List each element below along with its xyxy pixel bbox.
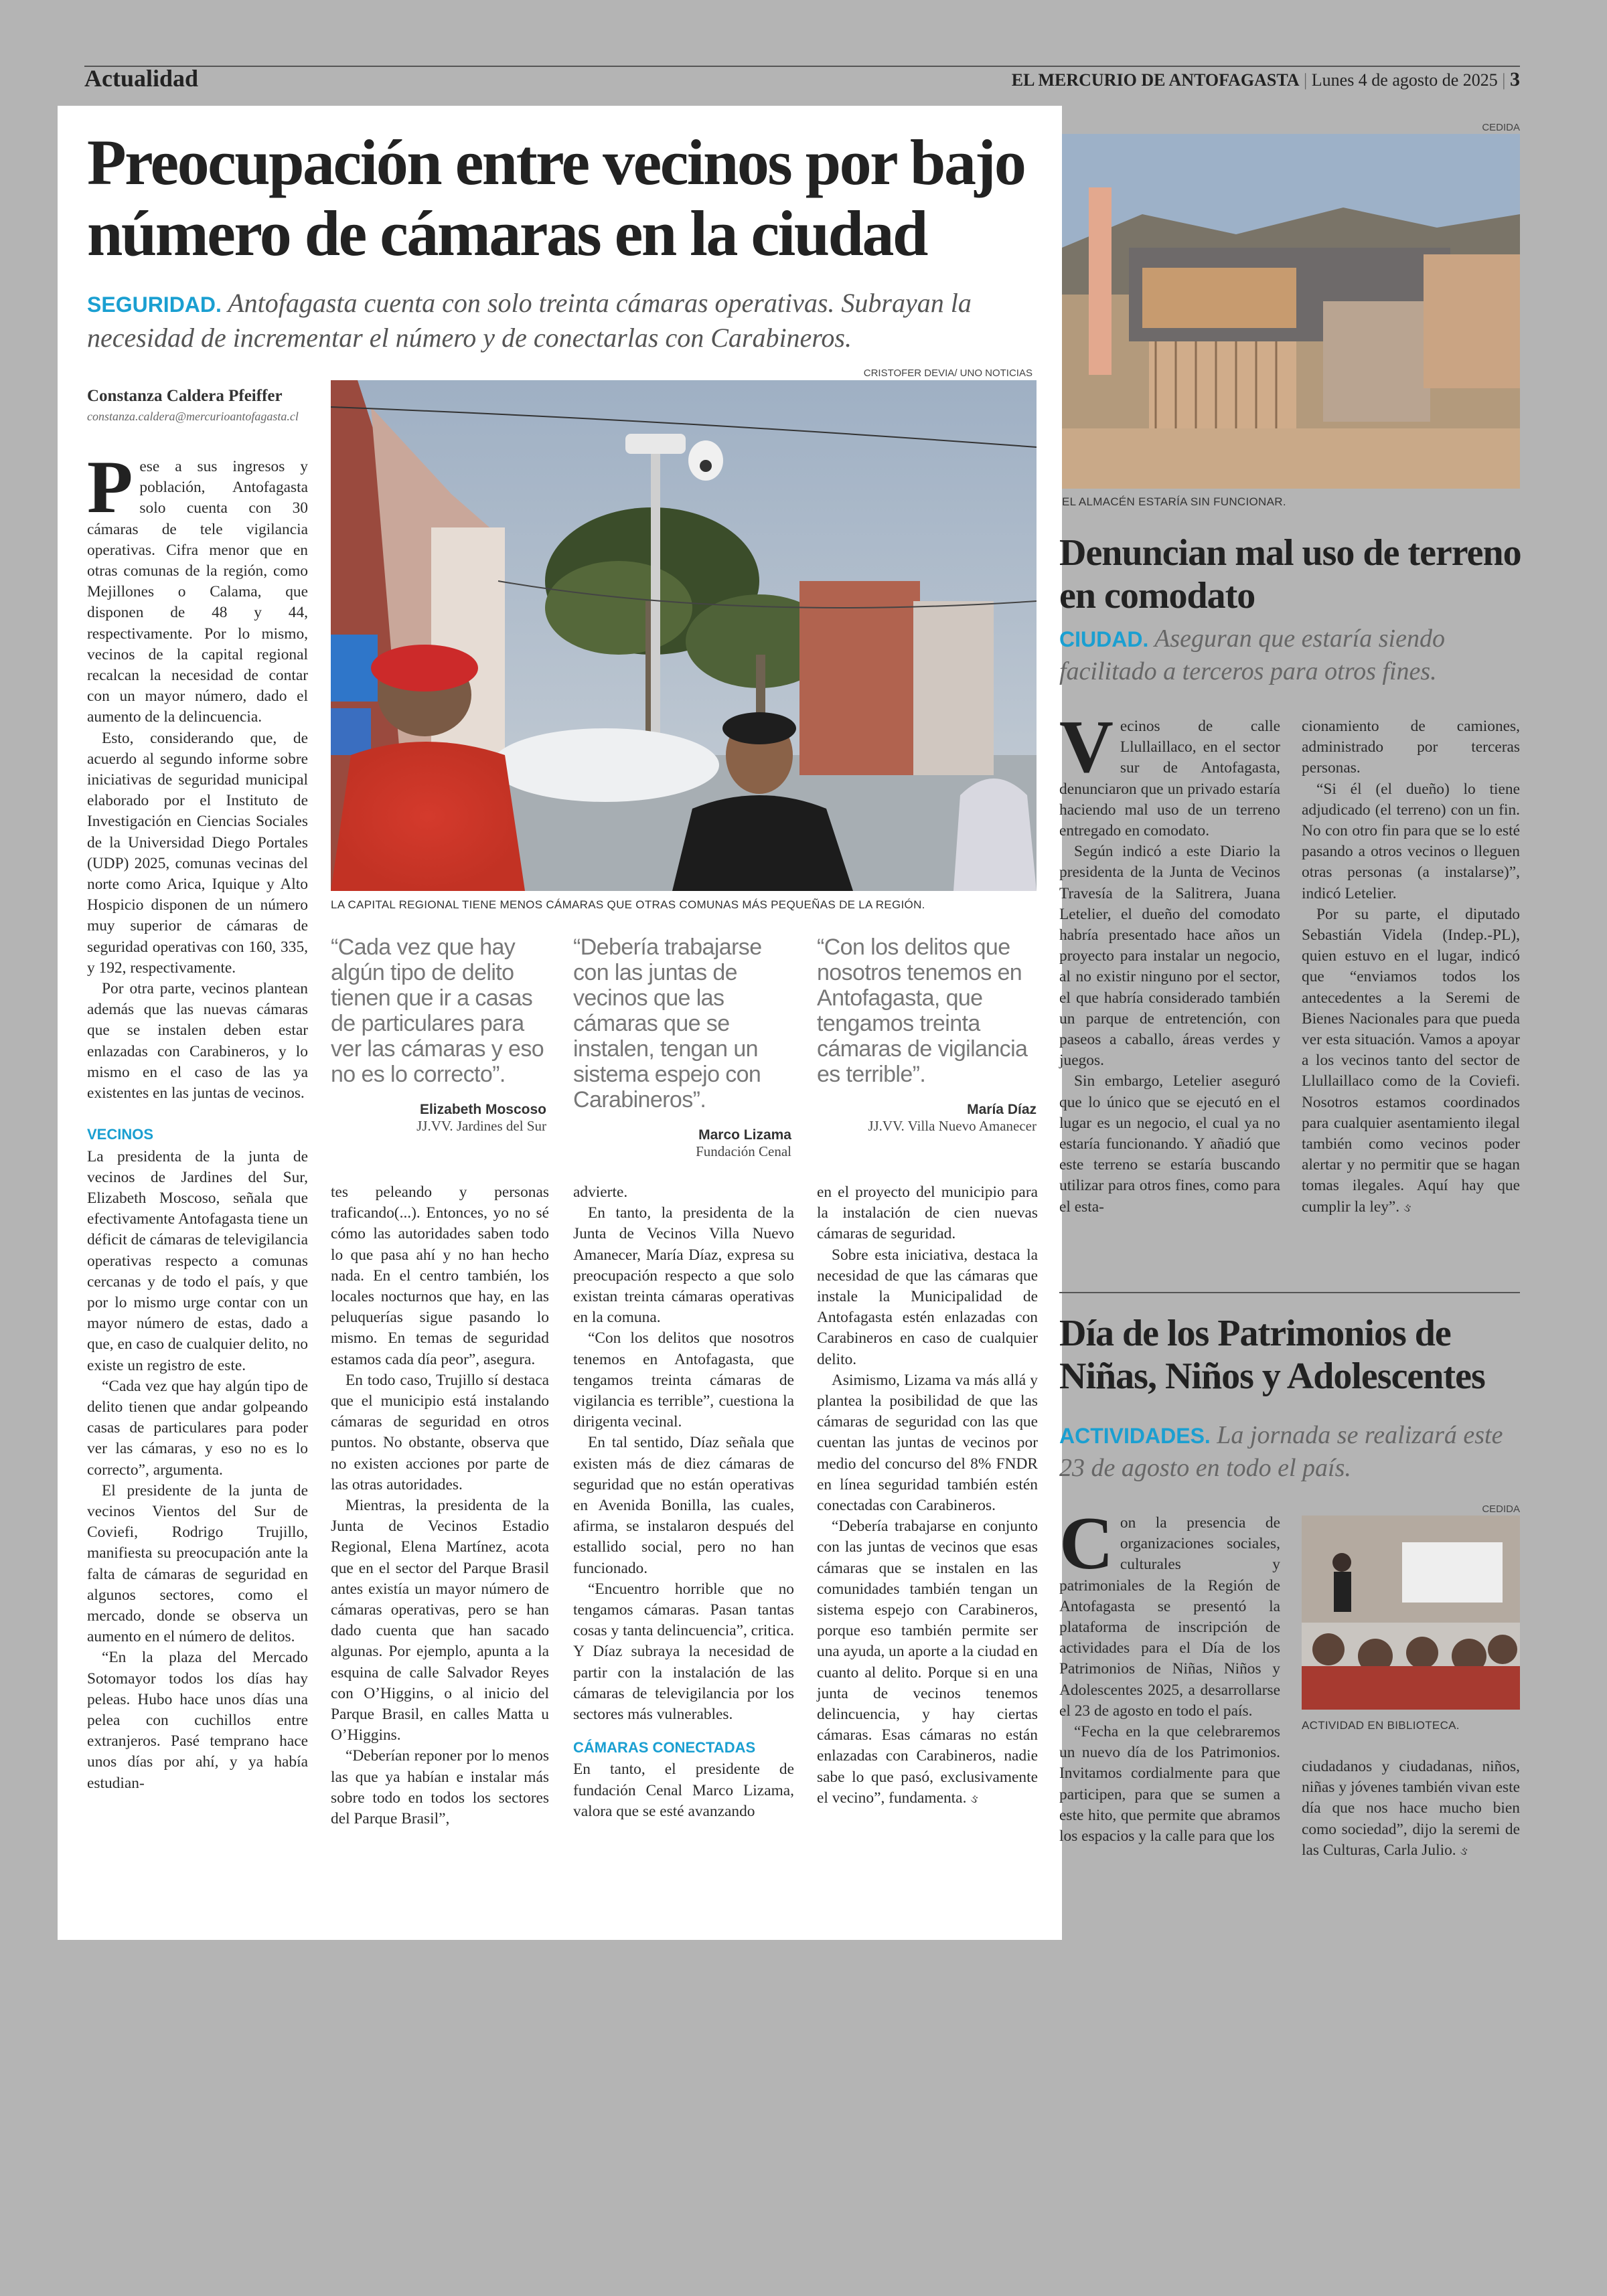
header-rule — [84, 66, 1520, 67]
paragraph: Sin embargo, Letelier aseguró que lo único que se ejecutó en el lugar es un negocio, el cual ya no estaría funcionando. Y añadió que este terreno se estaría buscando utilizar para otros fines, como para el esta- — [1059, 1072, 1280, 1216]
quote-org: Fundación Cenal — [696, 1143, 791, 1159]
end-of-article-icon: ઙ — [1403, 1200, 1411, 1215]
quote-name: María Díaz — [967, 1102, 1037, 1117]
paragraph: “En la plaza del Mercado Sotomayor todos los días hay peleas. Hubo hace unos días una pelea con cuchillos entre extranjeros. Pasé temprano hace unos días por ahí, y ya había estudian- — [87, 1649, 308, 1792]
main-column-2 — [331, 1182, 549, 1829]
paragraph: en el proyecto del municipio para la instalación de cien nuevas cámaras de seguridad. — [817, 1183, 1038, 1243]
story3-headline: Día de los Patrimonios de Niñas, Niños y Adolescentes — [1059, 1313, 1485, 1397]
paragraph: “Encuentro horrible que no tengamos cámaras. Pasan tantas cosas y tanta delincuencia”, critica. Y Díaz subraya la necesidad de partir con la instalación de las cámaras de televigilancia por los sectores más vulnerables. — [573, 1580, 794, 1724]
paragraph: “Cada vez que hay algún tipo de delito tienen que andar golpeando casas de particulares para poder ver las cámaras, y eso no es lo correcto”, argumenta. — [87, 1377, 308, 1479]
byline-author: Constanza Caldera Pfeiffer — [87, 387, 283, 405]
paragraph: advierte. — [573, 1183, 628, 1201]
paragraph: El presidente de la junta de vecinos Vientos del Sur de Coviefi, Rodrigo Trujillo, manifiesta su preocupación ante la falta de cámaras de seguridad en algunos sectores, como el mercado, donde se observa un aumento en el número de delitos. — [87, 1481, 308, 1646]
main-column-1 — [87, 446, 308, 1794]
paragraph: Pese a sus ingresos y población, Antofagasta solo cuenta con 30 cámaras de tele vigilancia operativas. Cifra menor que en otras comunas de la región, como Mejillones o Calama, que disponen de 48 y 44, respectivamente. Por lo mismo, vecinos de la capital regional recalcan la necesidad de contar con un mayor número, dado el aumento de la delincuencia. — [87, 446, 308, 726]
page-number: 3 — [1510, 68, 1520, 90]
pull-quote — [331, 934, 546, 1135]
story2-photo-credit: CEDIDA — [1482, 122, 1520, 133]
quote-text: “Cada vez que hay algún tipo de delito tienen que ir a casas de particulares para ver las cámaras y eso no es lo correcto”. — [331, 934, 544, 1087]
paragraph: En tanto, el presidente de fundación Cenal Marco Lizama, valora que se esté avanzando — [573, 1760, 794, 1820]
paragraph: “Si él (el dueño) lo tiene adjudicado (el terreno) con un fin. No con otro fin para que se lo esté pasando a otros vecinos o lleguen otras personas (a instalarse)”, indicó Letelier. — [1302, 780, 1520, 902]
story2-photo — [1062, 134, 1520, 489]
byline-email: constanza.caldera@mercurioantofagasta.cl — [87, 410, 299, 423]
paragraph: Sobre esta iniciativa, destaca la necesidad de que las cámaras que instale la Municipalidad de Antofagasta estén enlazadas con Carabineros en caso de cualquier delito. — [817, 1246, 1038, 1368]
story3-photo-credit: CEDIDA — [1482, 1503, 1520, 1515]
paragraph: Por otra parte, vecinos plantean además que las nuevas cámaras que se instalen deben estar enlazadas con Carabineros, y lo mismo en el caso de las ya existentes en las juntas de vecinos. — [87, 980, 308, 1102]
story2-lead-text: Aseguran que estaría siendo facilitado a terceros para otros fines. — [1059, 625, 1445, 685]
paragraph: Con la presencia de organizaciones sociales, culturales y patrimoniales de la Región de Antofagasta se presentó la plataforma de inscripción de actividades para el Día de los Patrimonios de Niñas, Niños y Adolescentes 2025, a desarrollarse el 23 de agosto en todo el país. — [1059, 1502, 1280, 1720]
story3-photo-caption: ACTIVIDAD EN BIBLIOTECA. — [1302, 1719, 1460, 1732]
section-label: Actualidad — [84, 65, 199, 92]
drop-cap: V — [1059, 706, 1114, 789]
paragraph: En tal sentido, Díaz señala que existen más de diez cámaras de seguridad que no están operativas en Avenida Bonilla, las cuales, afirma, se instalaron después del estallido social, pero no han funcionado. — [573, 1434, 794, 1577]
story3-column-2 — [1302, 1756, 1520, 1862]
quote-org: JJ.VV. Villa Nuevo Amanecer — [868, 1118, 1037, 1134]
paragraph: Asimismo, Lizama va más allá y plantea la posibilidad de que las cámaras de seguridad con las que cuentan las juntas de vecinos por medio del concurso del 8% FNDR en línea seguridad también estén conectadas con Carabineros. — [817, 1371, 1038, 1515]
paragraph: “Deberían reponer por lo menos las que ya habían e instalar más sobre todo en todos los sectores del Parque Brasil”, — [331, 1747, 549, 1828]
story3-lead — [1059, 1419, 1528, 1484]
story2-lead — [1059, 623, 1528, 687]
main-lead — [87, 286, 1051, 355]
paragraph: ciudadanos y ciudadanas, niños, niñas y jóvenes también vivan este día que nos hace mucho bien como sociedad”, dijo la seremi de las Culturas, Carla Julio. ઙ — [1302, 1758, 1520, 1859]
drop-cap: P — [87, 446, 133, 529]
paragraph: tes peleando y personas traficando(...). Entonces, yo no sé cómo las autoridades saben todo lo que pasa ahí y no han hecho nada. En el centro también, los locales nocturnos que hay, en las peluquerías sigue pasando lo mismo. En temas de seguridad estamos cada día peor”, asegura. — [331, 1183, 549, 1368]
paragraph: Mientras, la presidenta de la Junta de Vecinos Estadio Regional, Elena Martínez, acota que en el sector del Parque Brasil antes existía un mayor número de cámaras operativas, pero se han dado cuenta que han sacado algunas. Por ejemplo, apunta a la esquina de calle Salvador Reyes con O’Higgins, o al inicio del Parque Brasil, en calles Matta u O’Higgins. — [331, 1497, 549, 1744]
subhead-camaras: CÁMARAS CONECTADAS — [573, 1739, 756, 1756]
publication-name: EL MERCURIO DE ANTOFAGASTA — [1011, 70, 1300, 90]
paragraph: “Fecha en la que celebraremos un nuevo día de los Patrimonios. Invitamos cordialmente para que participen, para que se sumen a este hito, que permite que abramos los espacios y la calle para que los — [1059, 1723, 1280, 1846]
story2-column-1 — [1059, 706, 1280, 1218]
story2-kicker: CIUDAD. — [1059, 627, 1149, 651]
main-column-3 — [573, 1182, 794, 1822]
paragraph: Por su parte, el diputado Sebastián Videla (Indep.-PL), quien estuvo en el lugar, indicó que “enviamos todos los antecedentes a la Seremi de Bienes Nacionales para que pueda ver esta situación. Vamos a apoyar a los vecinos tanto del sector de Llullaillaco como de la Coviefi. Nosotros estamos coordinados para cualquier asentamiento ilegal también como vecinos poder alertar y no permitir que se hagan tomas ilegales. Aquí hay que cumplir la ley”. ઙ — [1302, 905, 1520, 1216]
main-photo-caption: LA CAPITAL REGIONAL TIENE MENOS CÁMARAS QUE OTRAS COMUNAS MÁS PEQUEÑAS DE LA REGIÓN. — [331, 898, 925, 911]
end-of-article-icon: ઙ — [1460, 1843, 1468, 1858]
subhead-vecinos: VECINOS — [87, 1126, 154, 1143]
main-lead-text: Antofagasta cuenta con solo treinta cámaras operativas. Subrayan la necesidad de incrementar el número y de conectarlas con Carabineros. — [87, 288, 972, 353]
story-divider — [1059, 1292, 1520, 1293]
pull-quote — [817, 934, 1037, 1135]
story2-column-2 — [1302, 716, 1520, 1218]
masthead: EL MERCURIO DE ANTOFAGASTA | Lunes 4 de agosto de 2025 | 3 — [1011, 68, 1520, 90]
drop-cap: C — [1059, 1502, 1114, 1585]
story2-photo-caption: EL ALMACÉN ESTARÍA SIN FUNCIONAR. — [1062, 495, 1286, 508]
end-of-article-icon: ઙ — [970, 1791, 978, 1806]
paragraph: Vecinos de calle Llullaillaco, en el sector sur de Antofagasta, denunciaron que un privado estaría haciendo mal uso de un terreno entregado en comodato. — [1059, 706, 1280, 840]
paragraph: En todo caso, Trujillo sí destaca que el municipio está instalando cámaras de seguridad en otros puntos. No obstante, observa que no existen acciones por parte de las otras autoridades. — [331, 1371, 549, 1493]
story3-photo — [1302, 1515, 1520, 1710]
quote-text: “Con los delitos que nosotros tenemos en Antofagasta, que tengamos treinta cámaras de vigilancia es terrible”. — [817, 934, 1028, 1087]
quote-org: JJ.VV. Jardines del Sur — [416, 1118, 546, 1134]
main-kicker: SEGURIDAD. — [87, 293, 222, 317]
story3-kicker: ACTIVIDADES. — [1059, 1424, 1211, 1448]
main-column-4 — [817, 1182, 1038, 1809]
pull-quote — [573, 934, 791, 1160]
story3-lead-text: La jornada se realizará este 23 de agosto en todo el país. — [1059, 1421, 1503, 1482]
main-photo — [331, 380, 1037, 891]
paragraph: “Debería trabajarse en conjunto con las juntas de vecinos que esas cámaras que se instalen en las comunidades también tengan un sistema espejo con Carabineros, porque eso también permite ser una ayuda, un aporte a la ciudad en cuanto al delito. Porque si en una junta de vecinos tenemos delincuencia, y hay ciertas cámaras. Esas cámaras no están enlazadas con Carabineros, nadie sabe lo que pasó, exclusivamente el vecino”, fundamenta. ઙ — [817, 1518, 1038, 1807]
quote-text: “Debería trabajarse con las juntas de vecinos que las cámaras que se instalen, tengan un sistema espejo con Carabineros”. — [573, 934, 762, 1113]
story2-headline: Denuncian mal uso de terreno en comodato — [1059, 532, 1521, 617]
paragraph: En tanto, la presidenta de la Junta de Vecinos Villa Nuevo Amanecer, María Díaz, expresa su preocupación respecto a que solo existan treinta cámaras operativas en la comuna. — [573, 1204, 794, 1327]
paragraph: La presidenta de la junta de vecinos de Jardines del Sur, Elizabeth Moscoso, señala que efectivamente Antofagasta tiene un déficit de cámaras de televigilancia operativas respecto a comunas cercanas y de todo el país, y que por lo mismo urge contar con un mayor número de estas, dado a que, en caso de cualquier delito, no existe un registro de este. — [87, 1147, 308, 1374]
main-photo-credit: CRISTOFER DEVIA/ UNO NOTICIAS — [863, 367, 1032, 379]
paragraph: cionamiento de camiones, administrado por terceras personas. — [1302, 718, 1520, 777]
paragraph: Esto, considerando que, de acuerdo al segundo informe sobre iniciativas de seguridad municipal elaborado por el Instituto de Investigación en Ciencias Sociales de la Universidad Diego Portales (UDP) 2025, comunas vecinas del norte como Arica, Iquique y Alto Hospicio disponen de un número muy superior de cámaras de seguridad operativas con 160, 335, y 192, respectivamente. — [87, 729, 308, 977]
quote-name: Elizabeth Moscoso — [419, 1102, 546, 1117]
story3-column-1 — [1059, 1502, 1280, 1847]
main-headline: Preocupación entre vecinos por bajo número de cámaras en la ciudad — [87, 127, 1025, 269]
paragraph: Según indicó a este Diario la presidenta de la Junta de Vecinos Travesía de la Salitrera, Juana Letelier, el dueño del comodato habría presentado hace años un proyecto para instalar un negocio, al no existir ninguno por el sector, el que habría considerado también un parque de entretención, con paseos a caballo, áreas verdes y juegos. — [1059, 843, 1280, 1070]
paragraph: “Con los delitos que nosotros tenemos en Antofagasta, que tengamos treinta cámaras de vigilancia es terrible”, cuestiona la dirigenta vecinal. — [573, 1329, 794, 1431]
quote-name: Marco Lizama — [698, 1127, 791, 1143]
issue-date: Lunes 4 de agosto de 2025 — [1311, 70, 1498, 90]
